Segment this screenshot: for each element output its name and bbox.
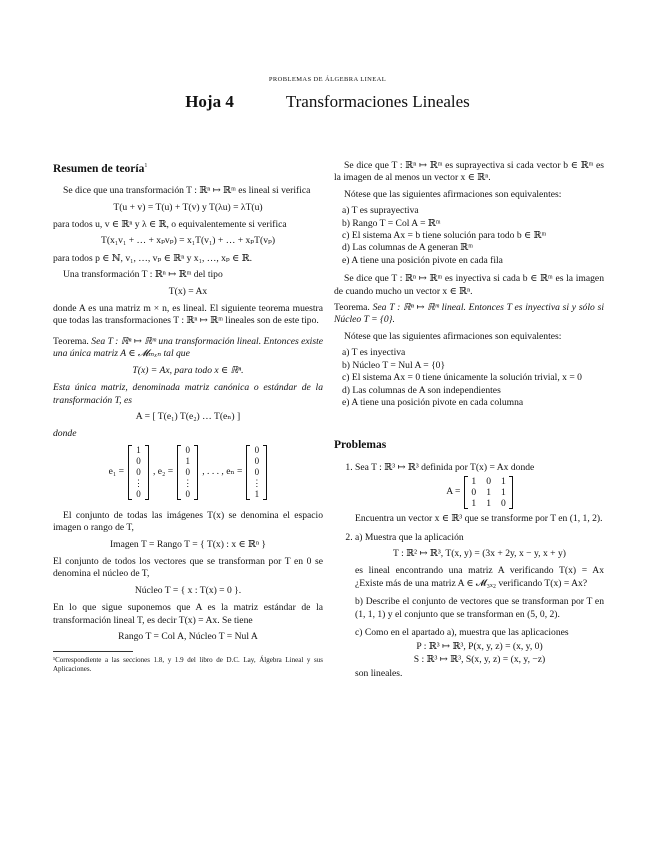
vector-entry: ⋮ — [183, 477, 193, 488]
vector-entry: ⋮ — [134, 477, 143, 488]
vector-entry: 0 — [254, 466, 260, 477]
problem-2 — [355, 532, 604, 681]
en-vector — [246, 445, 267, 500]
problems-list — [334, 462, 604, 681]
footnote-rule — [53, 651, 133, 652]
problem-1-matrix: A = 1 0 1 0 1 1 1 1 0 — [355, 476, 604, 509]
matrix-row — [468, 487, 508, 498]
en-label: , . . . , eₙ = — [202, 466, 243, 478]
matrix-entry: 0 — [486, 476, 491, 488]
surjective-definition: Se dice que T : ℝⁿ ↦ ℝᵐ es suprayectiva si cada vector b ∈ ℝᵐ es la imagen de al menos un vector x ∈ ℝⁿ. — [334, 160, 604, 184]
footnote-mark: 1 — [144, 163, 148, 169]
matrix-row — [468, 498, 508, 509]
list-item: c) El sistema Ax = 0 tiene únicamente la solución trivial, x = 0 — [342, 372, 582, 384]
donde-label: donde — [53, 428, 77, 440]
matrix-entry: 1 — [501, 487, 506, 499]
theory-p8: El conjunto de todos los vectores que se transforman por T en 0 se denomina el núcleo de T, — [53, 555, 323, 580]
vector-entry: 0 — [185, 444, 190, 455]
range-kernel-equation: Rango T = Col A, Núcleo T = Nul A — [118, 630, 258, 642]
e2-vector — [177, 445, 198, 500]
problems-heading: Problemas — [334, 439, 387, 452]
list-item: a) T es inyectiva — [342, 347, 406, 359]
theory-p9: En lo que sigue suponemos que A es la matriz estándar de la transformación lineal T, es decir T(x) = Ax. Se tiene — [53, 602, 323, 626]
e2-label: , e₂ = — [153, 466, 174, 478]
theory-p6: Esta única matriz, denominada matriz canónica o estándar de la transformación T, es — [53, 382, 323, 406]
theorem-1: Teorema. Sea T : ℝⁿ ↦ ℝᵐ una transformación lineal. Entonces existe una única matriz A ∈ 𝓜ₘₓₙ tal que — [53, 335, 323, 360]
vector-entry: 1 — [254, 488, 260, 499]
right-column — [334, 160, 604, 687]
e1-vector — [128, 445, 149, 500]
list-item: d) Las columnas de A generan ℝᵐ — [342, 242, 473, 254]
matrix-entry: 1 — [486, 487, 491, 499]
equivalent-intro-2: Nótese que las siguientes afirmaciones son equivalentes: — [344, 330, 562, 342]
theory-heading: Resumen de teoría$^1$ — [53, 162, 148, 175]
theory-p4: Una transformación T : ℝⁿ ↦ ℝᵐ del tipo — [63, 269, 223, 281]
theorem-2: Teorema. Sea T : ℝⁿ ↦ ℝᵐ lineal. Entonces T es inyectiva si y sólo si Núcleo T = {0}. — [334, 302, 604, 326]
matrix-entry: 0 — [501, 498, 506, 510]
vector-entry: 1 — [136, 444, 141, 455]
theory-p7: El conjunto de todas las imágenes T(x) se denomina el espacio imagen o rango de T, — [53, 509, 323, 534]
page-title — [0, 92, 655, 112]
series-title: PROBLEMAS DE ÁLGEBRA LINEAL — [268, 76, 387, 83]
basis-vectors — [53, 445, 323, 500]
matrix-transform-equation: T(x) = Ax — [168, 285, 208, 297]
vector-entry: 0 — [136, 466, 141, 477]
theory-column — [53, 160, 323, 674]
sheet-topic: Transformaciones Lineales — [285, 92, 470, 111]
problem-2a-equation: T : ℝ² ↦ ℝ³, T(x, y) = (3x + 2y, x − y, x + y) — [393, 547, 566, 559]
image-equation: Imagen T = Rango T = { T(x) : x ∈ ℝⁿ } — [109, 538, 267, 550]
problem-2c: c) Como en el apartado a), muestra que las aplicaciones P : ℝ³ ↦ ℝ³, P(x, y, z) = (x, y, 0) S : ℝ³ ↦ ℝ³, S(x, y, z) = (x, y, −z) son lineales. — [355, 627, 604, 681]
matrix-entry: 1 — [471, 498, 477, 510]
linearity-equation: T(u + v) = T(u) + T(v) y T(λu) = λT(u) — [113, 201, 263, 213]
e1-label: e₁ = — [108, 466, 124, 478]
theory-p1: Se dice que una transformación T : ℝⁿ ↦ ℝᵐ es lineal si verifica — [63, 185, 311, 197]
vector-entry: 0 — [185, 488, 190, 499]
vector-entry: 0 — [254, 444, 260, 455]
combination-equation: T(x₁v₁ + … + xₚvₚ) = x₁T(v₁) + … + xₚT(vₚ) — [100, 235, 276, 247]
vector-entry: 1 — [185, 455, 190, 466]
matrix-entry: 1 — [471, 476, 477, 488]
injective-list — [334, 347, 604, 409]
kernel-equation: Núcleo T = { x : T(x) = 0 }. — [134, 584, 242, 596]
vector-entry: 0 — [136, 488, 141, 499]
problem-2c-eq1: P : ℝ³ ↦ ℝ³, P(x, y, z) = (x, y, 0) — [416, 641, 543, 653]
vector-entry: ⋮ — [252, 477, 262, 488]
matrix-entry: 0 — [471, 487, 477, 499]
standard-matrix-equation: A = [ T(e₁) T(e₂) … T(eₙ) ] — [135, 410, 241, 422]
list-item: b) Núcleo T = Nul A = {0} — [342, 359, 446, 371]
list-item: d) Las columnas de A son independientes — [342, 384, 501, 396]
sheet-number: Hoja 4 — [185, 92, 234, 111]
theorem-1-equation: T(x) = Ax, para todo x ∈ ℝⁿ. — [132, 364, 244, 376]
vector-entry: 0 — [185, 466, 190, 477]
injective-definition: Se dice que T : ℝⁿ ↦ ℝᵐ es inyectiva si cada b ∈ ℝᵐ es la imagen de cuando mucho un vector x ∈ ℝⁿ. — [334, 273, 604, 297]
theory-p3: para todos p ∈ ℕ, v₁, …, vₚ ∈ ℝⁿ y x₁, …, xₚ ∈ ℝ. — [53, 252, 253, 264]
problem-2b: b) Describe el conjunto de vectores que se transforman por T en (1, 1, 1) y el conjunto que se transforman en (5, 0, 2). — [355, 596, 604, 620]
matrix-row — [468, 476, 508, 487]
theory-p2: para todos u, v ∈ ℝⁿ y λ ∈ ℝ, o equivalentemente si verifica — [53, 219, 287, 231]
theory-p5: donde A es una matriz m × n, es lineal. El siguiente teorema muestra que todas las transformaciones T : ℝⁿ ↦ ℝᵐ lineales son de este tipo. — [53, 303, 323, 327]
equivalent-intro-1: Nótese que las siguientes afirmaciones son equivalentes: — [344, 188, 562, 200]
list-item: a) T es suprayectiva — [342, 205, 419, 217]
list-item: b) Rango T = Col A = ℝᵐ — [342, 217, 441, 229]
list-item: e) A tiene una posición pivote en cada fila — [342, 254, 503, 266]
problem-2a: 2. a) Muestra que la aplicación T : ℝ² ↦ ℝ³, T(x, y) = (3x + 2y, x − y, x + y) es lineal encontrando una matriz A verificando T(x) = Ax ¿Existe más de una matriz A ∈ 𝓜₃ₓ₂ verificando T(x) = Ax? — [355, 531, 604, 589]
footnote: ¹Correspondiente a las secciones 1.8, y 1.9 del libro de D.C. Lay, Álgebra Lineal y sus Aplicaciones. — [53, 656, 323, 674]
list-item: e) A tiene una posición pivote en cada columna — [342, 396, 524, 408]
problem-1: 1. Sea T : ℝ³ ↦ ℝ³ definida por T(x) = Ax donde A = 1 0 1 0 1 1 1 1 0 Encuentra un vector x ∈ ℝ³ que se transforme por T en (1, 1, 2). — [355, 462, 604, 526]
list-item: c) El sistema Ax = b tiene solución para todo b ∈ ℝᵐ — [342, 230, 547, 242]
matrix-entry: 1 — [501, 476, 506, 488]
vector-entry: 0 — [136, 455, 141, 466]
surjective-list — [334, 205, 604, 267]
problem-1-tail: Encuentra un vector x ∈ ℝ³ que se transforme por T en (1, 1, 2). — [355, 513, 603, 525]
matrix-entry: 1 — [486, 498, 491, 510]
vector-entry: 0 — [254, 455, 260, 466]
problem-2c-eq2: S : ℝ³ ↦ ℝ³, S(x, y, z) = (x, y, −z) — [413, 653, 546, 665]
